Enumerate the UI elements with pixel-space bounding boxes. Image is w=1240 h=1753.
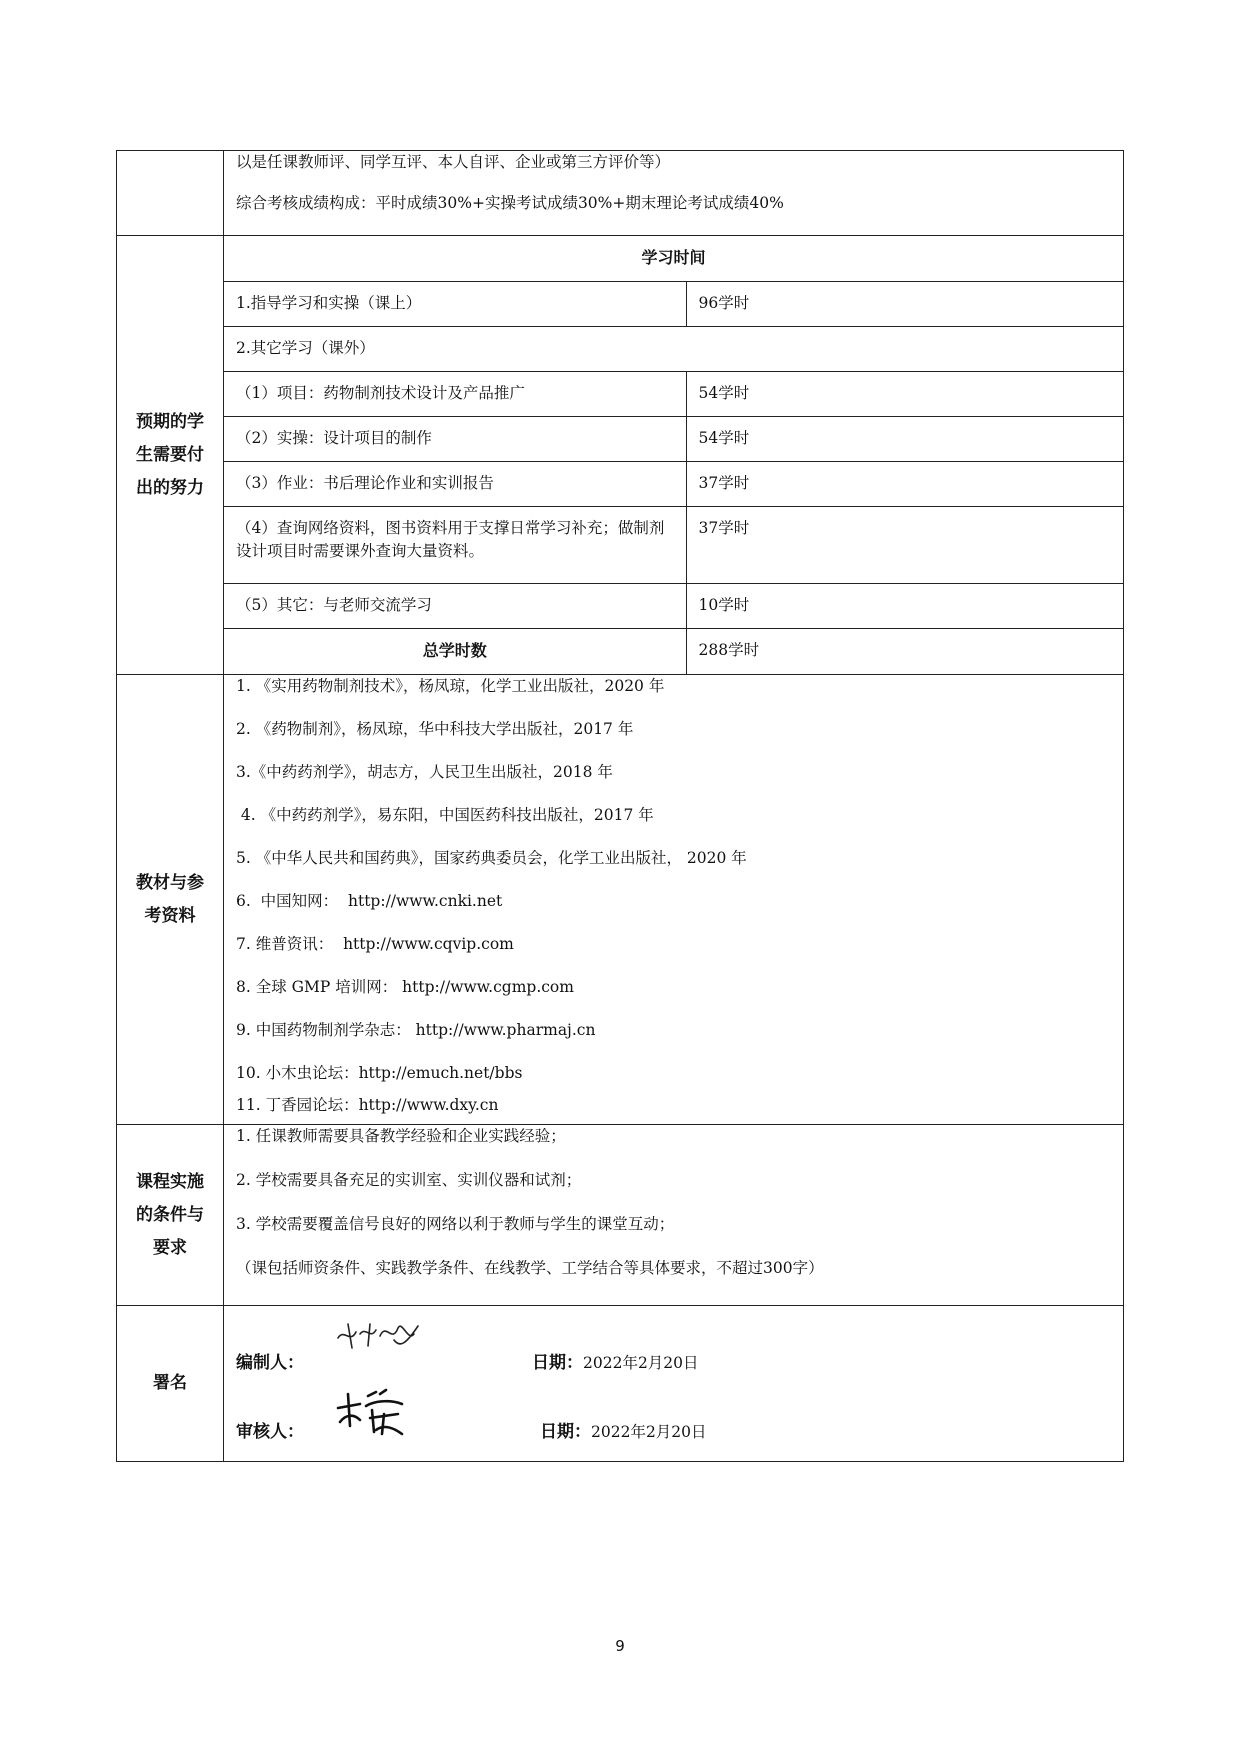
- reference-item: 7. 维普资讯： http://www.cqvip.com: [236, 935, 514, 953]
- expected-effort-row: [117, 236, 1124, 675]
- reference-item: 8. 全球 GMP 培训网： http://www.cgmp.com: [236, 978, 574, 996]
- reference-item: 6. 中国知网： http://www.cnki.net: [236, 892, 503, 910]
- effort-item: （3）作业：书后理论作业和实训报告: [224, 461, 686, 506]
- effort-hours: 37学时: [686, 506, 1123, 583]
- effort-item: 1.指导学习和实操（课上）: [224, 281, 686, 326]
- effort-item: 2.其它学习（课外）: [224, 326, 1123, 371]
- signature-row: [117, 1306, 1124, 1462]
- references-label: 教材与参考资料: [136, 872, 204, 926]
- reviewer-date: 2022年2月20日: [591, 1423, 707, 1441]
- reference-item: 11. 丁香园论坛：http://www.dxy.cn: [236, 1096, 499, 1114]
- reference-item: 9. 中国药物制剂学杂志： http://www.pharmaj.cn: [236, 1021, 596, 1039]
- requirement-note: （课包括师资条件、实践教学条件、在线教学、工学结合等具体要求，不超过300字）: [236, 1259, 824, 1277]
- effort-hours: 37学时: [686, 461, 1123, 506]
- effort-item: （1）项目：药物制剂技术设计及产品推广: [224, 371, 686, 416]
- requirements-label: 课程实施的条件与要求: [136, 1171, 204, 1258]
- effort-item: （2）实操：设计项目的制作: [224, 416, 686, 461]
- reviewer-label: 审核人：: [236, 1422, 304, 1442]
- reviewer-signature: [332, 1380, 412, 1440]
- requirement-item: 2. 学校需要具备充足的实训室、实训仪器和试剂；: [236, 1171, 582, 1189]
- references-row: [117, 675, 1124, 1125]
- reference-item: 3.《中药药剂学》，胡志方，人民卫生出版社，2018 年: [236, 763, 613, 781]
- effort-hours: 54学时: [686, 416, 1123, 461]
- grade-composition-line: 综合考核成绩构成：平时成绩30%+实操考试成绩30%+期末理论考试成绩40%: [236, 194, 784, 212]
- effort-hours: 54学时: [686, 371, 1123, 416]
- study-time-table: [224, 236, 1123, 674]
- total-hours-value: 288学时: [686, 628, 1123, 674]
- page-number: 9: [615, 1637, 625, 1655]
- reviewer-date-label: 日期：: [540, 1422, 591, 1442]
- reference-item: 5. 《中华人民共和国药典》，国家药典委员会，化学工业出版社， 2020 年: [236, 849, 747, 867]
- total-hours-label: 总学时数: [422, 640, 487, 660]
- requirements-row: [117, 1125, 1124, 1306]
- editor-label: 编制人：: [236, 1353, 304, 1373]
- signature-label: 署名: [153, 1373, 187, 1393]
- assessment-text-line: 以是任课教师评、同学互评、本人自评、企业或第三方评价等）: [236, 153, 671, 171]
- editor-signature: [334, 1314, 424, 1356]
- effort-item: （5）其它：与老师交流学习: [224, 583, 686, 628]
- reference-item: 2. 《药物制剂》，杨凤琼，华中科技大学出版社，2017 年: [236, 720, 634, 738]
- reference-item: 10. 小木虫论坛：http://emuch.net/bbs: [236, 1064, 523, 1082]
- empty-label-cell: [117, 151, 224, 236]
- assessment-continuation-row: [117, 151, 1124, 236]
- editor-date: 2022年2月20日: [583, 1354, 699, 1372]
- study-time-header: 学习时间: [224, 236, 1123, 281]
- requirement-item: 1. 任课教师需要具备教学经验和企业实践经验；: [236, 1127, 566, 1145]
- reference-item: 1. 《实用药物制剂技术》，杨凤琼，化学工业出版社，2020 年: [236, 677, 665, 695]
- effort-label: 预期的学生需要付出的努力: [136, 411, 204, 498]
- effort-hours: 96学时: [686, 281, 1123, 326]
- editor-date-label: 日期：: [532, 1353, 583, 1373]
- effort-item: （4）查询网络资料，图书资料用于支撑日常学习补充；做制剂设计项目时需要课外查询大量资料。: [224, 506, 686, 583]
- requirement-item: 3. 学校需要覆盖信号良好的网络以利于教师与学生的课堂互动；: [236, 1215, 675, 1233]
- reference-item: 4. 《中药药剂学》，易东阳，中国医药科技出版社，2017 年: [236, 806, 654, 824]
- effort-hours: 10学时: [686, 583, 1123, 628]
- syllabus-table: [116, 150, 1124, 1462]
